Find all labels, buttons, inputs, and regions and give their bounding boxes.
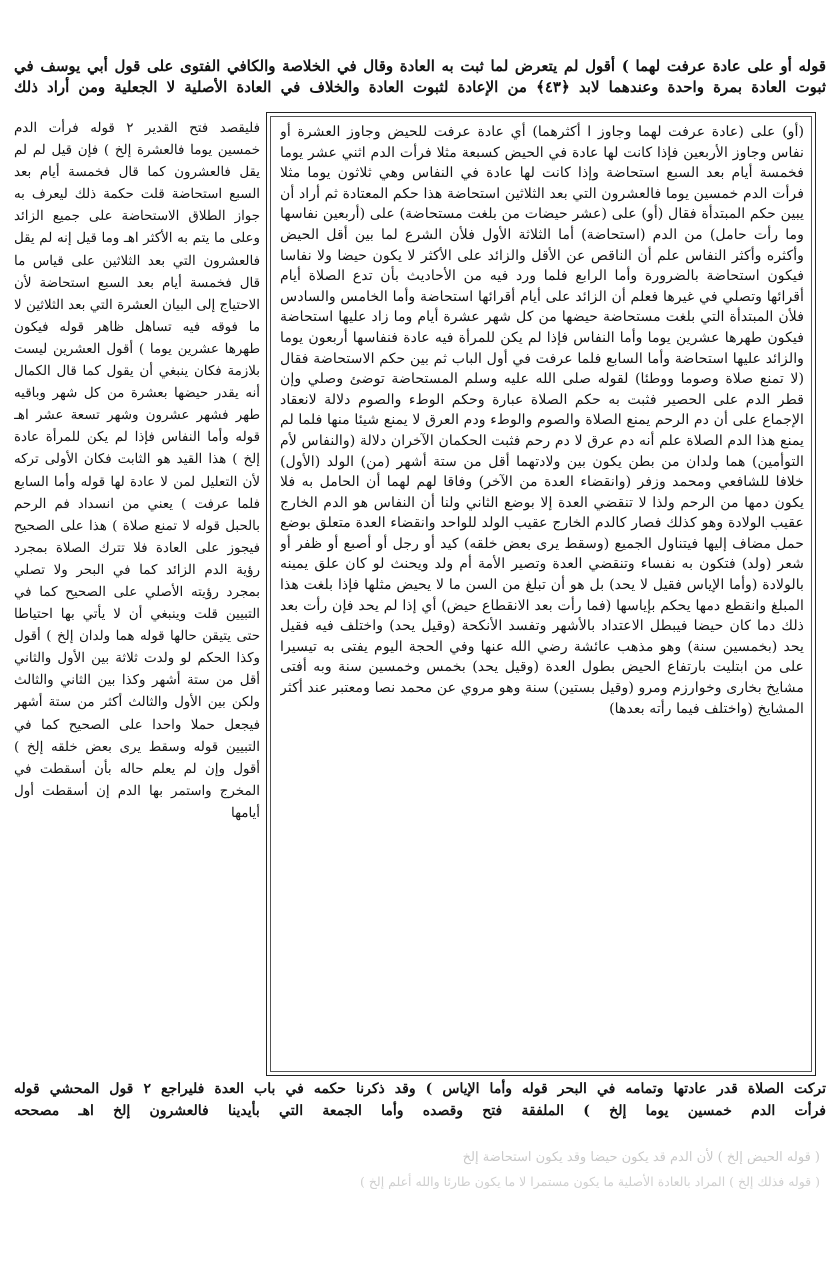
header-line-1: قوله أو على عادة عرفت لهما ) أقول لم يتعرض لما ثبت به العادة وقال في الخلاصة والكافي الفتوى على قول أبي يوسف في xyxy=(14,57,826,75)
footer-line-1: تركت الصلاة قدر عادتها وتمامه في البحر قوله وأما الإياس ) وقد ذكرنا حكمه في باب العدة فليراجع ٢ قول المحشي قوله xyxy=(14,1081,826,1097)
header-line-2: ثبوت العادة بمرة واحدة وعندهما لابد ﴿٤٣﴾ من الإعادة لثبوت العادة والخلاف في العادة الأصلية لا الجعلية ومن أراد ذلك xyxy=(14,78,826,96)
faint-bleed-through-line-1: ( قوله الحيض إلخ ) لأن الدم قد يكون حيضا وقد يكون استحاضة إلخ xyxy=(462,1150,820,1165)
main-paragraph: (أو) على (عادة عرفت لهما وجاوز ا أكثرهما) أي عادة عرفت للحيض وجاوز العشرة أو نفاس وجاوز الأربعين فإذا كانت لها عادة في الحيض كسبعة مثلا فرأت الدم اثني عشر يوما فخمسة أيام بعد السبع استحاضة وإذا كانت لها عادة في النفاس وهي ثلاثون يوما مثلا فرأت الدم خمسين يوما فالعشرون التي بعد الثلاثين استحاضة هذا حكم المعتادة ثم أراد أن يبين حكم المبتدأة فقال (أو) على (عشر حيضات من بلغت مستحاضة) على (أربعين نفاسها وما رأت حامل) من الدم (استحاضة) أما الثلاثة الأول فلأن الشرع لما بين أقل الحيض وأكثره وأكثر النفاس علم أن الناقص عن الأقل والزائد على الأكثر لا يكون حيضا ولا نفاسا فيكون استحاضة بالضرورة وأما الرابع فلما ورد فيه من الأحاديث بأن تدع الصلاة أيام أقرائها وتصلي في غيرها فعلم أن الزائد على أيام أقرائها استحاضة وأما الخامس والسادس فلأن المبتدأة التي بلغت مستحاضة حيضها من كل شهر عشرة أيام وما زاد عليها استحاضة فيكون طهرها عشرين يوما وأما النفاس فإذا لم يكن للمرأة فيه عادة فنفاسها أربعون يوما والزائد عليها استحاضة وأما السابع فلما عرفت في أول الباب ثم بين حكم الاستحاضة فقال (لا تمنع صلاة وصوما ووطئا) لقوله صلى الله عليه وسلم المستحاضة توضئ وصلي وإن قطر الدم على الحصير فثبت به حكم الصلاة عبارة وحكم الوطء والصوم دلالة لانعقاد الإجماع على أن دم الرحم يمنع الصلاة والصوم والوطء ودم العرق لا يمنع شيئا منها فلما لم يمنع هذا الدم الصلاة علم أنه دم عرق لا دم رحم فثبت الحكمان الآخران دلالة (والنفاس لأم التوأمين) هما ولدان من بطن يكون بين ولادتهما أقل من ستة أشهر (من) الولد (الأول) خلافا للشافعي ومحمد وزفر (وانقضاء العدة من الآخر) وفاقا لهم لهما أن الحامل به فلا يكون دمها من الرحم ولذا لا تنقضي العدة إلا بوضع الثاني ولنا أن النفاس هو الدم الخارج عقيب الولادة وهو كذلك فصار كالدم الخارج عقيب الولد للواحد وانقضاء العدة متعلق بوضع حمل مضاف إليها فيتناول الجميع (وسقط يرى بعض خلقه) كيد أو رجل أو أصبع أو ظفر أو شعر (ولد) فتكون به نفساء وتنقضي العدة وتصير الأمة أم ولد ويحنث لو كان علق يمينه بالولادة (وأما الإياس فقيل لا يحد) بل هو أن تبلغ من السن ما لا يحيض مثلها فإذا بلغت هذا المبلغ وانقطع دمها يحكم بإياسها (فما رأت بعد الانقطاع حيض) أي إذا لم يحد فإن رأت بعد ذلك دما كان حيضا فيبطل الاعتداد بالأشهر وتفسد الأنكحة (وقيل يحد) واختلف فيه فقيل يحد (بخمسين سنة) وهو مذهب عائشة رضي الله عنها وفي الحجة اليوم يفتى به تيسيرا على من ابتليت بارتفاع الحيض بطول العدة (وقيل يحد) بخمس وخمسين سنة وبه أفتى مشايخ بخارى وخوارزم ومرو (وقيل بستين) سنة وهو مروي عن محمد نصا ومعتبر عند أكثر المشايخ (واختلف فيما رأته بعدها) xyxy=(280,124,804,717)
page-footer-note xyxy=(14,1078,826,1122)
header-line-2-end: من الإعادة لثبوت العادة والخلاف في العادة الأصلية لا الجعلية ومن أراد ذلك xyxy=(14,78,527,96)
page-header xyxy=(14,56,826,98)
header-line-2-start: ثبوت العادة بمرة واحدة وعندهما لابد xyxy=(578,78,826,96)
marginal-paragraph: فليقصد فتح القدير ٢ قوله فرأت الدم خمسين يوما فالعشرة إلخ ) فإن قيل لم لم يقل فالعشرون كما قال فخمسة أيام بعد السبع استحاضة قلت حكمة ذلك ليعرف به جواز الطلاق الاستحاضة على جميع الزائد وعلى ما يتم به الأكثر اهـ وما قيل إنه لم يقل فالعشرون التي بعد الثلاثين على قياس ما قال فخمسة أيام بعد السبع استحاضة لأن الاحتياج إلى البيان العشرة التي بعد الثلاثين لا ما فوقه فيه تساهل ظاهر قوله فيكون طهرها عشرين يوما ) أقول العشرين ليست بلازمة فكان ينبغي أن يقول كما قال الكمال أنه يقدر حيضها بعشرة من كل شهر وباقيه طهر فشهر عشرون وشهر تسعة عشر اهـ قوله وأما النفاس فإذا لم يكن للمرأة عادة إلخ ) هذا القيد هو الثابت فكان الأولى تركه لأن التعليل لمن لا عادة لها قوله وأما السابع فلما عرفت ) يعني من انسداد فم الرحم بالحبل قوله لا تمنع صلاة ) هذا على الصحيح فيجوز على العادة فلا تترك الصلاة بمجرد رؤية الدم الزائد كما في البحر ولا تصلي بمجرد رؤيته الأصلي على الصحيح كما في التبيين قلت وينبغي أن لا يأتي بها احتياطا حتى يتيقن حالها قوله هما ولدان إلخ ) أقول وكذا الحكم لو ولدت ثلاثة بين الأول والثاني أقل من ستة أشهر وكذا بين الثاني والثالث ولكن بين الأول والثالث أكثر من ستة أشهر فيجعل حملا واحدا على الصحيح كما في التبيين قوله وسقط يرى بعض خلقه إلخ ) أقول وإن لم يعلم حاله بأن أسقطت في المخرج واستمر بها الدم إن أسقطت أول أيامها xyxy=(14,121,260,821)
footer-line-2: فرأت الدم خمسين يوما إلخ ) الملفقة فتح وقصده وأما الجمعة التي بأيدينا فالعشرون إلخ اهـ مصححه xyxy=(14,1103,826,1119)
main-text-column xyxy=(280,122,804,1070)
faint-bleed-through-line-2: ( قوله فذلك إلخ ) المراد بالعادة الأصلية ما يكون مستمرا لا ما يكون طارئا والله أعلم إلخ ) xyxy=(359,1174,820,1189)
marginal-commentary-column xyxy=(14,118,260,1078)
page-number: ٤٣ xyxy=(544,78,561,96)
